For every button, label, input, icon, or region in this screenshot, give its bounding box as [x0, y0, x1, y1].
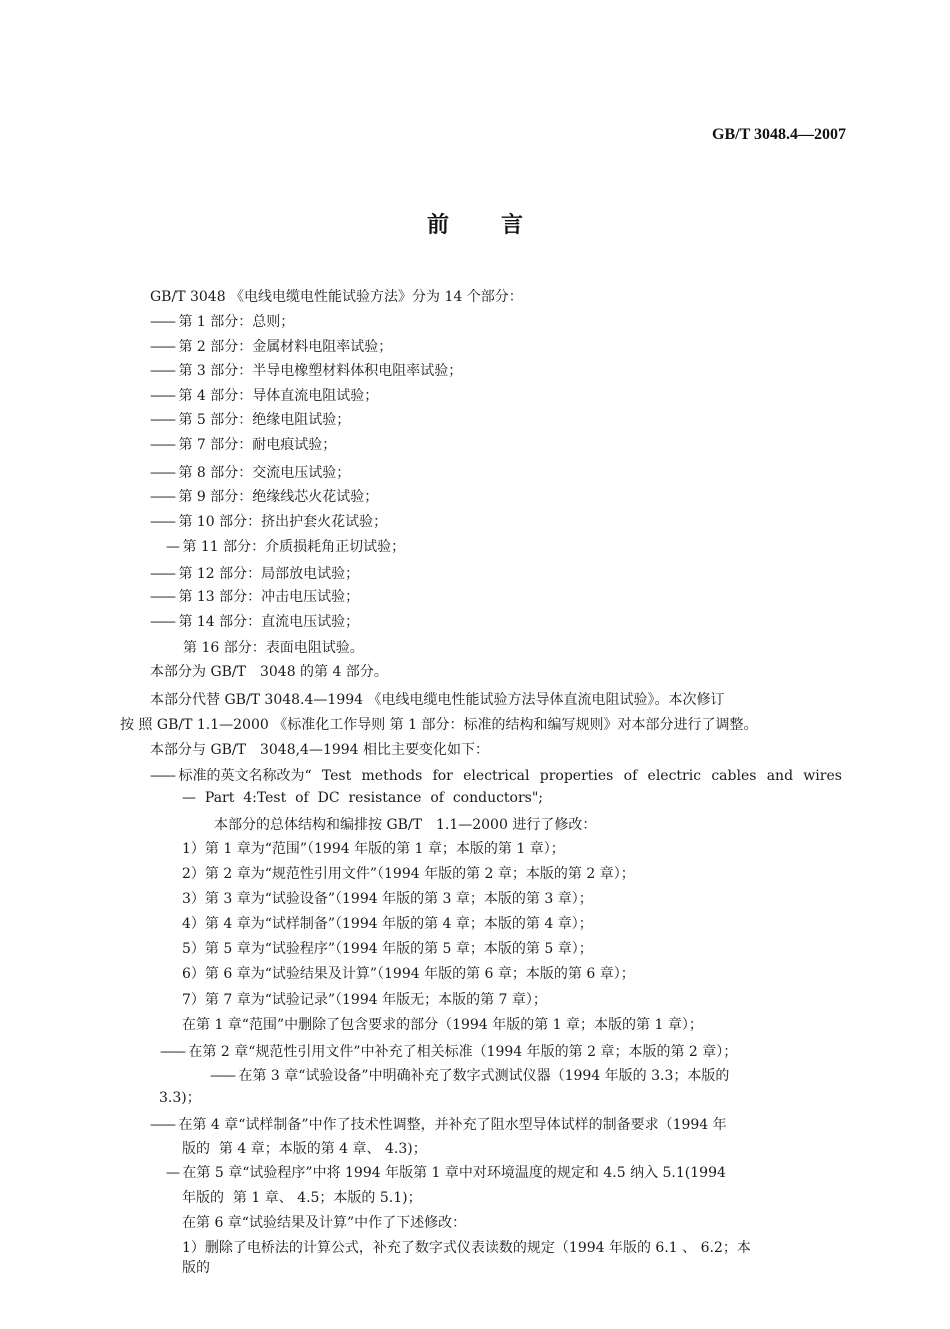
- word: for: [432, 768, 453, 784]
- dash: ——: [150, 339, 174, 355]
- list-item: 1）第 1 章为“范围”（1994 年版的第 1 章；本版的第 1 章）；: [182, 841, 565, 857]
- change-ch4-line1: [150, 1115, 727, 1135]
- dash: ——: [150, 614, 174, 630]
- list-item-text: 第 16 部分：表面电阻试验。: [183, 640, 364, 656]
- dash: ——: [150, 363, 174, 379]
- list-item: 5）第 5 章为“试验程序”（1994 年版的第 5 章；本版的第 5 章）；: [182, 941, 593, 957]
- change-ch6: 在第 6 章“试验结果及计算”中作了下述修改：: [182, 1215, 467, 1231]
- list-item-text: 第 5 部分：绝缘电阻试验；: [178, 412, 351, 428]
- word: of: [623, 768, 638, 784]
- dash: ——: [150, 388, 174, 404]
- change-ch5-line2: 年版的 第 1 章、 4.5；本版的 5.1)；: [182, 1190, 422, 1206]
- structure-intro: 本部分的总体结构和编排按 GB/T 1.1—2000 进行了修改：: [214, 817, 597, 833]
- change-ch6-item-line1: 1）删除了电桥法的计算公式，补充了数字式仪表读数的规定（1994 年版的 6.1 、 6.2；本: [182, 1240, 751, 1256]
- list-item-text: 第 12 部分：局部放电试验；: [178, 566, 360, 582]
- word-text: 标准的英文名称改为“: [178, 768, 312, 784]
- list-item-text: 第 11 部分：介质损耗角正切试验；: [182, 539, 406, 555]
- list-item: [150, 612, 359, 632]
- word: wires: [803, 768, 842, 784]
- dash: ——: [150, 514, 174, 530]
- list-item-text: 第 7 部分：耐电痕试验；: [178, 437, 337, 453]
- word: methods: [361, 768, 423, 784]
- list-item-text: 第 13 部分：冲击电压试验；: [178, 589, 360, 605]
- list-item: [183, 638, 364, 658]
- word: properties: [539, 768, 614, 784]
- list-item: [150, 564, 359, 584]
- change-text: 在第 2 章“规范性引用文件”中补充了相关标准（1994 年版的第 2 章；本版的第 2 章）；: [188, 1044, 738, 1060]
- dash: ——: [160, 1044, 184, 1060]
- word: cables: [711, 768, 757, 784]
- list-item: [166, 537, 405, 557]
- list-item: 6）第 6 章为“试验结果及计算”（1994 年版的第 6 章；本版的第 6 章）；: [182, 966, 635, 982]
- dash: ——: [210, 1068, 234, 1084]
- list-item: 2）第 2 章为“规范性引用文件”（1994 年版的第 2 章；本版的第 2 章）；: [182, 866, 635, 882]
- change-english-line1: [150, 766, 842, 786]
- dash: ——: [150, 489, 174, 505]
- dash: ——: [150, 437, 174, 453]
- list-item-text: 第 1 部分：总则；: [178, 314, 295, 330]
- dash: —: [166, 539, 178, 555]
- dash: ——: [150, 412, 174, 428]
- list-item: [150, 463, 350, 483]
- change-ch6-item-line2: 版的: [182, 1260, 210, 1276]
- standard-code: GB/T 3048.4—2007: [712, 126, 846, 143]
- dash: —: [166, 1165, 178, 1181]
- list-item: 4）第 4 章为“试样制备”（1994 年版的第 4 章；本版的第 4 章）；: [182, 916, 593, 932]
- list-item: [150, 487, 378, 507]
- list-item-text: 第 4 部分：导体直流电阻试验；: [178, 388, 379, 404]
- list-item: [150, 337, 392, 357]
- word: electrical: [463, 768, 530, 784]
- change-ch5-line1: [166, 1163, 726, 1183]
- dash: ——: [150, 589, 174, 605]
- paragraph-replace-line2: 按 照 GB/T 1.1—2000 《标准化工作导则 第 1 部分：标准的结构和编写规则》对本部分进行了调整。: [120, 717, 758, 733]
- change-text: 在第 3 章“试验设备”中明确补充了数字式测试仪器（1994 年版的 3.3；本版的: [238, 1068, 730, 1084]
- change-ch3-line1: [210, 1066, 729, 1086]
- list-item: 7）第 7 章为“试验记录”（1994 年版无；本版的第 7 章）；: [182, 992, 547, 1008]
- list-item-text: 第 3 部分：半导电橡塑材料体积电阻率试验；: [178, 363, 463, 379]
- word: Test: [321, 768, 352, 784]
- change-ch2: [160, 1042, 737, 1062]
- word: and: [766, 768, 794, 784]
- intro-paragraph: GB/T 3048 《电线电缆电性能试验方法》分为 14 个部分：: [150, 289, 523, 305]
- page-title: 前言: [426, 213, 575, 238]
- word: [150, 766, 312, 786]
- change-ch3-line2: 3.3)；: [159, 1090, 201, 1106]
- paragraph-part: 本部分为 GB/T 3048 的第 4 部分。: [150, 664, 388, 680]
- list-item-text: 第 2 部分：金属材料电阻率试验；: [178, 339, 393, 355]
- dash: ——: [150, 768, 174, 784]
- list-item-text: 第 14 部分：直流电压试验；: [178, 614, 360, 630]
- list-item-text: 第 9 部分：绝缘线芯火花试验；: [178, 489, 379, 505]
- list-item: [150, 386, 378, 406]
- dash: ——: [150, 1117, 174, 1133]
- list-item: [150, 512, 387, 532]
- change-text: 在第 5 章“试验程序”中将 1994 年版第 1 章中对环境温度的规定和 4.5 纳入 5.1(1994: [182, 1165, 726, 1181]
- list-item: 3）第 3 章为“试验设备”（1994 年版的第 3 章；本版的第 3 章）；: [182, 891, 593, 907]
- change-ch4-line2: 版的 第 4 章；本版的第 4 章、 4.3)；: [182, 1141, 427, 1157]
- dash: ——: [150, 566, 174, 582]
- list-item: [150, 410, 350, 430]
- change-ch1: 在第 1 章“范围”中删除了包含要求的部分（1994 年版的第 1 章；本版的第 1 章）；: [182, 1017, 703, 1033]
- paragraph-changes: 本部分与 GB/T 3048,4—1994 相比主要变化如下：: [150, 742, 490, 758]
- dash: ——: [150, 465, 174, 481]
- list-item-text: 第 8 部分：交流电压试验；: [178, 465, 351, 481]
- list-item: [150, 587, 359, 607]
- list-item: [150, 312, 294, 332]
- list-item: [150, 361, 462, 381]
- list-item: [150, 435, 336, 455]
- paragraph-replace-line1: 本部分代替 GB/T 3048.4—1994 《电线电缆电性能试验方法导体直流电阻试验》。本次修订: [150, 692, 725, 708]
- list-item-text: 第 10 部分：挤出护套火花试验；: [178, 514, 388, 530]
- change-english-line2: — Part 4:Test of DC resistance of conductors";: [182, 790, 544, 806]
- dash: ——: [150, 314, 174, 330]
- word: electric: [647, 768, 702, 784]
- change-text: 在第 4 章“试样制备”中作了技术性调整，并补充了阻水型导体试样的制备要求（1994 年: [178, 1117, 727, 1133]
